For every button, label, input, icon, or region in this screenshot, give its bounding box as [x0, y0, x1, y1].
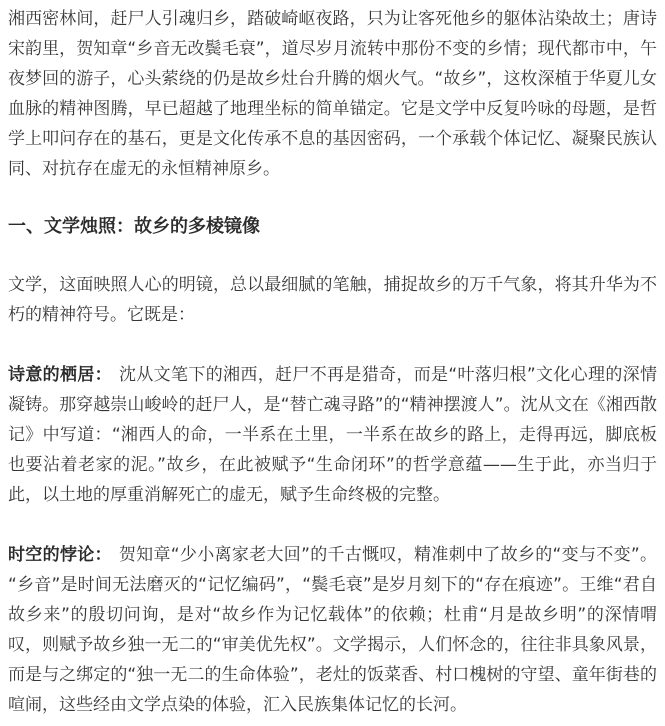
item-body-poetic-dwelling: 沈从文笔下的湘西，赶尸不再是猎奇，而是“叶落归根”文化心理的深情凝铸。那穿越崇山峻岭的赶尸人，是“替亡魂寻路”的“精神摆渡人”。沈从文在《湘西散记》中写道：“湘西人的命，一半系在土里，一半系在故乡的路上，走得再远，脚底板也要沾着老家的泥。”故乡，在此被赋予“生命闭环”的哲学意蕴——生于此，亦当归于此，以土地的厚重消解死亡的虚无，赋予生命终极的完整。 [8, 365, 657, 505]
item-body-spacetime-paradox: 贺知章“少小离家老大回”的千古慨叹，精准刺中了故乡的“变与不变”。“乡音”是时间无法磨灭的“记忆编码”，“鬓毛衰”是岁月刻下的“存在痕迹”。王维“君自故乡来”的殷切问询，是对“故乡作为记忆载体”的依赖；杜甫“月是故乡明”的深情喟叹，则赋予故乡独一无二的“审美优先权”。文学揭示，人们怀念的，往往非具象风景，而是与之绑定的“独一无二的生命体验”，老灶的饭菜香、村口槐树的守望、童年街巷的喧闹，这些经由文学点染的体验，汇入民族集体记忆的长河。 [8, 545, 657, 715]
item-lead-spacetime-paradox: 时空的悖论： [8, 545, 112, 565]
section-heading: 一、文学烛照：故乡的多棱镜像 [8, 216, 260, 237]
intro-paragraph: 湘西密林间，赶尸人引魂归乡，踏破崎岖夜路，只为让客死他乡的躯体沾染故土；唐诗宋韵里，贺知章“乡音无改鬓毛衰”，道尽岁月流转中那份不变的乡情；现代都市中，午夜梦回的游子，心头萦绕的仍是故乡灶台升腾的烟火气。“故乡”，这枚深植于华夏儿女血脉的精神图腾，早已超越了地理坐标的简单锚定。它是文学中反复吟咏的母题，是哲学上叩问存在的基石，更是文化传承不息的基因密码，一个承载个体记忆、凝聚民族认同、对抗存在虚无的永恒精神原乡。 [8, 9, 657, 179]
item-paragraph-poetic-dwelling [8, 360, 657, 510]
section-intro-paragraph: 文学，这面映照人心的明镜，总以最细腻的笔触，捕捉故乡的万千气象，将其升华为不朽的精神符号。它既是： [8, 275, 657, 325]
item-paragraph-spacetime-paradox [8, 540, 657, 720]
item-lead-poetic-dwelling: 诗意的栖居： [8, 365, 113, 385]
